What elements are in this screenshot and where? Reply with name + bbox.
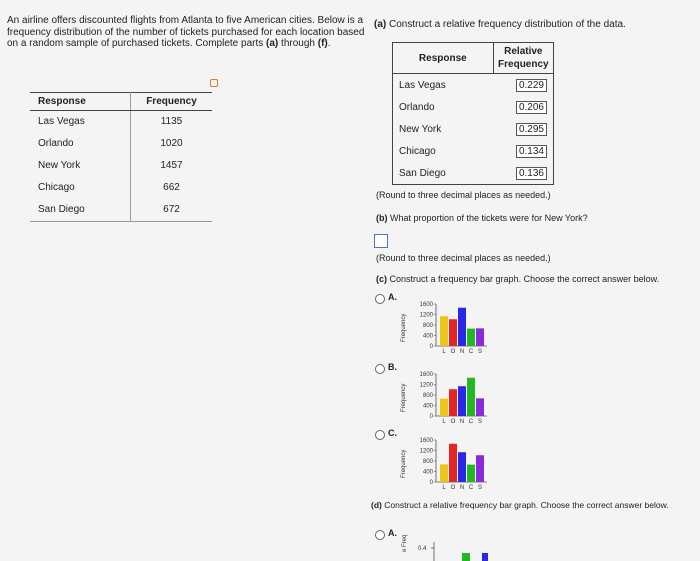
response-cell: Chicago	[30, 177, 131, 199]
answer-field[interactable]: 0.206	[516, 101, 547, 114]
part-f-ref: (f)	[317, 38, 328, 49]
answer-field[interactable]: 0.229	[516, 79, 547, 92]
answer-field[interactable]: 0.295	[516, 123, 547, 136]
bar	[449, 319, 457, 346]
option-d-a-label: A.	[388, 528, 397, 538]
bar	[458, 308, 466, 346]
response-cell: Orlando	[393, 96, 494, 118]
y-tick-label: 1600	[419, 438, 433, 444]
response-cell: New York	[393, 118, 494, 140]
option-a-label: A.	[388, 292, 397, 302]
table-row	[393, 74, 554, 97]
bar-chart-option-b[interactable]	[396, 368, 506, 430]
bar	[449, 444, 457, 482]
x-tick-label: S	[477, 485, 483, 491]
x-tick-label: C	[468, 349, 474, 355]
response-cell: Chicago	[393, 140, 494, 162]
x-tick-label: N	[459, 485, 465, 491]
option-c-label: C.	[388, 428, 397, 438]
frequency-table	[30, 92, 212, 222]
frequency-cell: 662	[163, 182, 180, 193]
proportion-answer-input[interactable]	[374, 234, 388, 248]
part-c-text: Construct a frequency bar graph. Choose the correct answer below.	[387, 274, 660, 284]
y-axis-label: Frequency	[401, 383, 407, 412]
table-row	[393, 118, 554, 140]
col-header-response: Response	[393, 43, 494, 74]
col-header-response: Response	[30, 93, 131, 111]
table-row	[30, 177, 212, 199]
answer-field[interactable]: 0.136	[516, 167, 547, 180]
bar	[458, 452, 466, 482]
bar	[476, 455, 484, 482]
x-tick-label: O	[450, 419, 456, 425]
option-d-a-radio[interactable]	[375, 530, 385, 540]
option-a-radio[interactable]	[375, 294, 385, 304]
y-tick-label: 1600	[419, 302, 433, 308]
bar	[440, 399, 448, 416]
option-b-radio[interactable]	[375, 364, 385, 374]
table-row	[393, 162, 554, 185]
answer-field[interactable]: 0.134	[516, 145, 547, 158]
bar	[467, 465, 475, 482]
bar	[467, 329, 475, 346]
x-tick-label: L	[442, 349, 446, 355]
bar	[482, 553, 488, 561]
problem-statement	[7, 15, 369, 50]
expand-icon[interactable]	[210, 79, 218, 87]
x-tick-label: L	[442, 419, 446, 425]
frequency-cell: 1020	[160, 138, 183, 149]
y-tick-label: 400	[422, 403, 433, 410]
y-tick-label: 0	[429, 344, 433, 350]
bar	[449, 389, 457, 416]
frequency-cell: 1135	[160, 116, 183, 127]
y-tick-label: 1200	[419, 382, 433, 389]
col-header-relative-frequency: Relative Frequency	[493, 43, 553, 74]
part-a-ref: (a)	[266, 38, 279, 49]
col-header-frequency: Frequency	[131, 93, 213, 111]
response-cell: New York	[30, 155, 131, 177]
x-tick-label: O	[450, 485, 456, 491]
part-a-text: Construct a relative frequency distribution of the data.	[386, 19, 626, 30]
relative-chart-tick: 0.4	[418, 546, 427, 552]
relative-bar-chart-option-a[interactable]	[396, 530, 506, 561]
part-a-label: (a)	[374, 19, 387, 30]
option-b-label: B.	[388, 362, 397, 372]
part-c-label: (c)	[376, 274, 387, 284]
y-tick-label: 800	[422, 393, 433, 399]
x-tick-label: C	[468, 419, 474, 425]
y-axis-label: Frequency	[401, 449, 407, 478]
y-tick-label: 400	[422, 469, 433, 476]
bar	[440, 464, 448, 482]
x-tick-label: C	[468, 485, 474, 491]
bar-chart-option-a[interactable]	[396, 298, 506, 360]
part-b-prompt	[376, 213, 588, 223]
table-row	[30, 111, 212, 134]
y-tick-label: 0	[429, 480, 433, 486]
y-tick-label: 1200	[419, 448, 433, 455]
bar-chart-option-c[interactable]	[396, 434, 506, 496]
x-tick-label: O	[450, 349, 456, 355]
part-a-prompt	[374, 19, 626, 30]
part-b-text: What proportion of the tickets were for New York?	[387, 213, 588, 223]
table-row	[30, 133, 212, 155]
response-cell: San Diego	[393, 162, 494, 185]
part-d-label: (d)	[371, 500, 382, 510]
part-d-prompt	[371, 500, 689, 511]
bar	[476, 328, 484, 346]
option-c-radio[interactable]	[375, 430, 385, 440]
part-c-prompt	[376, 274, 659, 284]
y-tick-label: 400	[422, 333, 433, 340]
bar	[440, 316, 448, 346]
intro-end: .	[327, 38, 331, 49]
response-cell: Las Vegas	[30, 111, 131, 134]
x-tick-label: S	[477, 419, 483, 425]
bar	[458, 386, 466, 416]
part-a-rounding-note: (Round to three decimal places as needed.)	[376, 190, 551, 200]
table-row	[30, 199, 212, 222]
relative-chart-ylabel: e Freq	[402, 534, 408, 552]
bar	[467, 378, 475, 416]
x-tick-label: N	[459, 419, 465, 425]
y-tick-label: 0	[429, 414, 433, 420]
table-row	[30, 155, 212, 177]
part-b-label: (b)	[376, 213, 388, 223]
y-axis-label: Frequency	[401, 313, 407, 342]
intro-mid: through	[278, 38, 318, 49]
table-row	[393, 140, 554, 162]
bar	[476, 398, 484, 416]
part-d-text: Construct a relative frequency bar graph. Choose the correct answer below.	[381, 500, 669, 510]
table-row	[393, 96, 554, 118]
frequency-cell: 1457	[160, 160, 183, 171]
frequency-cell: 672	[131, 199, 213, 222]
response-cell: Orlando	[30, 133, 131, 155]
x-tick-label: N	[459, 349, 465, 355]
y-tick-label: 1200	[419, 312, 433, 319]
y-tick-label: 800	[422, 323, 433, 329]
part-b-rounding-note: (Round to three decimal places as needed.)	[376, 253, 551, 263]
relative-frequency-table	[392, 42, 554, 185]
x-tick-label: L	[442, 485, 446, 491]
bar	[462, 553, 470, 561]
intro-text: An airline offers discounted flights from Atlanta to five American cities. Below is a frequency distribution of the number of tickets purchased for each location based on a random sample of purchased tickets. Complete parts	[7, 15, 365, 49]
response-cell: San Diego	[30, 199, 131, 222]
y-tick-label: 800	[422, 459, 433, 465]
y-tick-label: 1600	[419, 372, 433, 378]
response-cell: Las Vegas	[393, 74, 494, 97]
x-tick-label: S	[477, 349, 483, 355]
